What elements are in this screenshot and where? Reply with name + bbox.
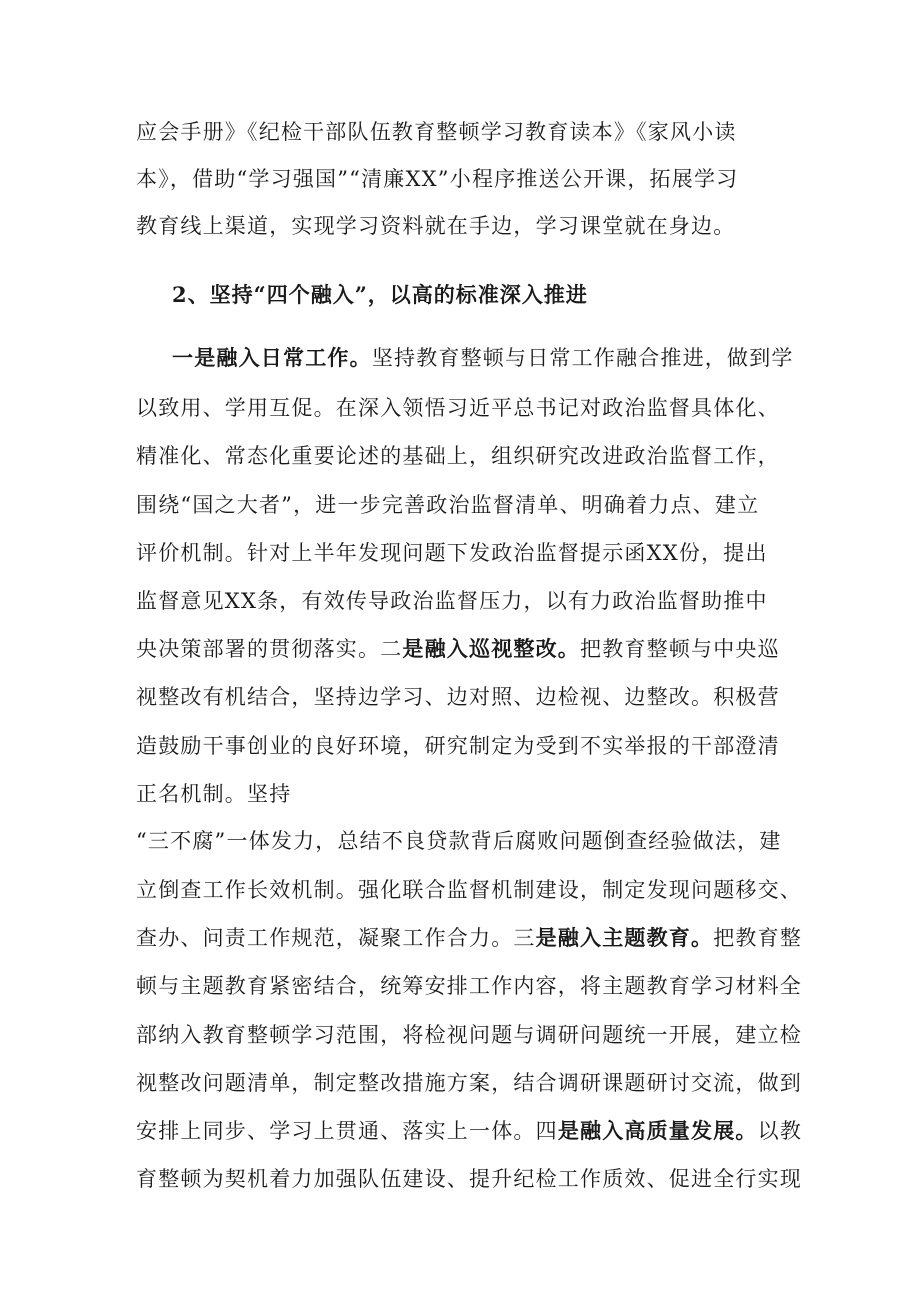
text-run: 以教 — [757, 1119, 803, 1143]
text-line — [136, 634, 780, 664]
text-line: 围绕“国之大者”，进一步完善政治监督清单、明确着力点、建立 — [136, 493, 760, 517]
text-line: 本》，借助“学习强国”“清廉XX”小程序推送公开课，拓展学习 — [136, 167, 739, 191]
text-line — [136, 923, 802, 953]
bold-phrase: 是融入高质量发展。 — [557, 1118, 758, 1143]
text-line — [136, 1116, 802, 1146]
text-line: 立倒查工作长效机制。强化联合监督机制建设，制定发现问题移交、 — [136, 878, 802, 902]
text-run: 安排上同步、学习上贯通、落实上一体。四 — [136, 1119, 558, 1143]
text-line: 育整顿为契机着力加强队伍建设、提升纪检工作质效、促进全行实现 — [136, 1167, 802, 1191]
text-line: 正名机制。坚持 — [136, 782, 292, 806]
bold-phrase: 是融入主题教育。 — [535, 925, 714, 950]
text-line: 以致用、学用互促。在深入领悟习近平总书记对政治监督具体化、 — [136, 396, 780, 420]
section-heading: 2、坚持“四个融入”，以高的标准深入推进 — [172, 282, 588, 307]
text-line: 视整改有机结合，坚持边学习、边对照、边检视、边整改。积极营 — [136, 685, 780, 709]
text-line: 部纳入教育整顿学习范围，将检视问题与调研问题统一开展，建立检 — [136, 1023, 802, 1047]
text-run: 把教育整 — [713, 926, 803, 950]
text-line: 评价机制。针对上半年发现问题下发政治监督提示函XX份，提出 — [136, 541, 768, 565]
text-line: 监督意见XX条，有效传导政治监督压力，以有力政治监督助推中 — [136, 589, 768, 613]
text-run: 把教育整顿与中央巡 — [580, 637, 780, 661]
text-line: “三不腐”一体发力，总结不良贷款背后腐败问题倒查经验做法，建 — [136, 829, 782, 853]
text-line: 视整改问题清单，制定整改措施方案，结合调研课题研讨交流，做到 — [136, 1071, 802, 1095]
text-line — [172, 343, 794, 373]
bold-phrase: 是融入巡视整改。 — [402, 636, 581, 661]
text-run: 查办、问责工作规范，凝聚工作合力。三 — [136, 926, 536, 950]
text-line: 精准化、常态化重要论述的基础上，组织研究改进政治监督工作， — [136, 444, 780, 468]
text-line: 教育线上渠道，实现学习资料就在手边，学习课堂就在身边。 — [136, 214, 736, 238]
text-line: 造鼓励干事创业的良好环境，研究制定为受到不实举报的干部澄清 — [136, 734, 780, 758]
text-line: 应会手册》《纪检干部队伍教育整顿学习教育读本》《家风小读 — [136, 120, 737, 144]
text-run: 坚持教育整顿与日常工作融合推进，做到学 — [371, 346, 794, 370]
text-line: 顿与主题教育紧密结合，统筹安排工作内容，将主题教育学习材料全 — [136, 974, 802, 998]
text-run: 央决策部署的贯彻落实。二 — [136, 637, 403, 661]
bold-phrase: 一是融入日常工作。 — [172, 345, 372, 370]
